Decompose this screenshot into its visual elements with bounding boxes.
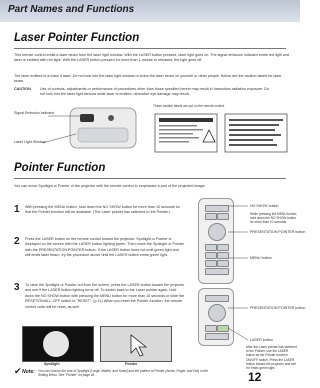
caution-text: Use of controls, adjustments or performance of procedures other than those specified herein may result in hazardous radiation exposure. Do not look into the laser light window while laser is emitted, otherwise eye damage may result. (40, 87, 269, 97)
menu-button-label: MENU button (250, 256, 272, 260)
no-show-note: While pressing the MENU button, hold down the NO SHOW button for more than 10 seconds. (250, 212, 298, 225)
section-title: Part Names and Functions (8, 4, 135, 15)
step-text: Press the LASER button on the remote control toward the projector. Spotlight or Pointer is displayed on the screen with the LASER button lighting green. Then move the Spotlight or Pointer with the PRESENTATION POINTER button. If the LASER button does not emit green light and still emits laser beam, try the procedure above until the LASER button emits green light. (25, 237, 185, 258)
pointer-intro: You can move Spotlight or Pointer of the projector with the remote control to emphasize a part of the projected image. (14, 184, 206, 188)
note-text: You can choose the size of Spotlight (Large, Middle, and Small) and the pattern of Pointer (Arrow, Finger, and Dot) in the Setting Menu. See "Pointer" on page 46. (38, 369, 208, 378)
spotlight-label: Spotlight (44, 362, 60, 366)
step-text: To clear the Spotlight or Pointer out from the screen, press the LASER button toward the projector and see if the LASER button lighting turns off. To switch back to the Laser pointer again, hold down the NO SHOW button with pressing the MENU button for more than 10 seconds or slide the RESET/ON/ALL-OFF switch to "RESET". (p.11) When you reset the Pointer function, the remote control code will be reset, as well. (25, 283, 185, 309)
step-number: 1 (14, 204, 20, 215)
labels-caption: These caution labels are put on the remote control. (153, 104, 225, 108)
signal-emission-indicator-label: Signal Emission Indicator (14, 111, 55, 115)
step-number: 3 (14, 282, 20, 293)
caution-label: CAUTION (14, 87, 31, 91)
no-show-button-label: NO SHOW button (250, 204, 279, 208)
presentation-pointer-button-label: PRESENTATION POINTER button (250, 230, 306, 234)
pointer-arrow-icon (101, 327, 171, 361)
step-number: 2 (14, 236, 20, 247)
divider (14, 48, 286, 49)
pointer-screen (100, 326, 172, 362)
divider (14, 178, 286, 179)
callout-lines (228, 198, 250, 278)
checkmark-icon: ✔ (14, 366, 22, 376)
laser-light-window-label: Laser Light Window (14, 140, 46, 144)
callout-lines (228, 288, 250, 348)
pointer-section-title: Pointer Function (14, 162, 106, 174)
laser-button-note: After the Laser pointer has switched to the Pointer, use the LASER button as the Pointer function ON/OFF switch. Press the LASER button toward the projector and see if it emits green light. (246, 345, 297, 371)
laser-section-title: Laser Pointer Function (14, 32, 140, 44)
note-title: Note: (22, 369, 35, 375)
step-text: With pressing the MENU button, hold down the NO SHOW button for more than 10 seconds so that the Pointer function will be available. (The Laser pointer has switched to the Pointer.) (25, 205, 180, 215)
page-number: 12 (248, 370, 262, 384)
spotlight-screen (22, 326, 94, 362)
presentation-pointer-button-label: PRESENTATION POINTER button (250, 306, 306, 310)
pointer-label: Pointer (125, 362, 138, 366)
laser-button-label: LASER button (250, 338, 273, 342)
laser-para-2: The laser emitted is a class II laser. Do not look into the laser light window or shine the laser beam on yourself or other people. Below are the caution labels for laser beam. (14, 74, 282, 84)
caution-labels-illustration (153, 112, 291, 156)
laser-para-1: This remote control emits a laser beam from the laser light window. With the LASER button pressed, laser light goes on. The signal emission indicator emits red light and laser is emitted with red light. With the LASER button pressed for more than 1 minute or released, the light goes off. (14, 53, 289, 63)
